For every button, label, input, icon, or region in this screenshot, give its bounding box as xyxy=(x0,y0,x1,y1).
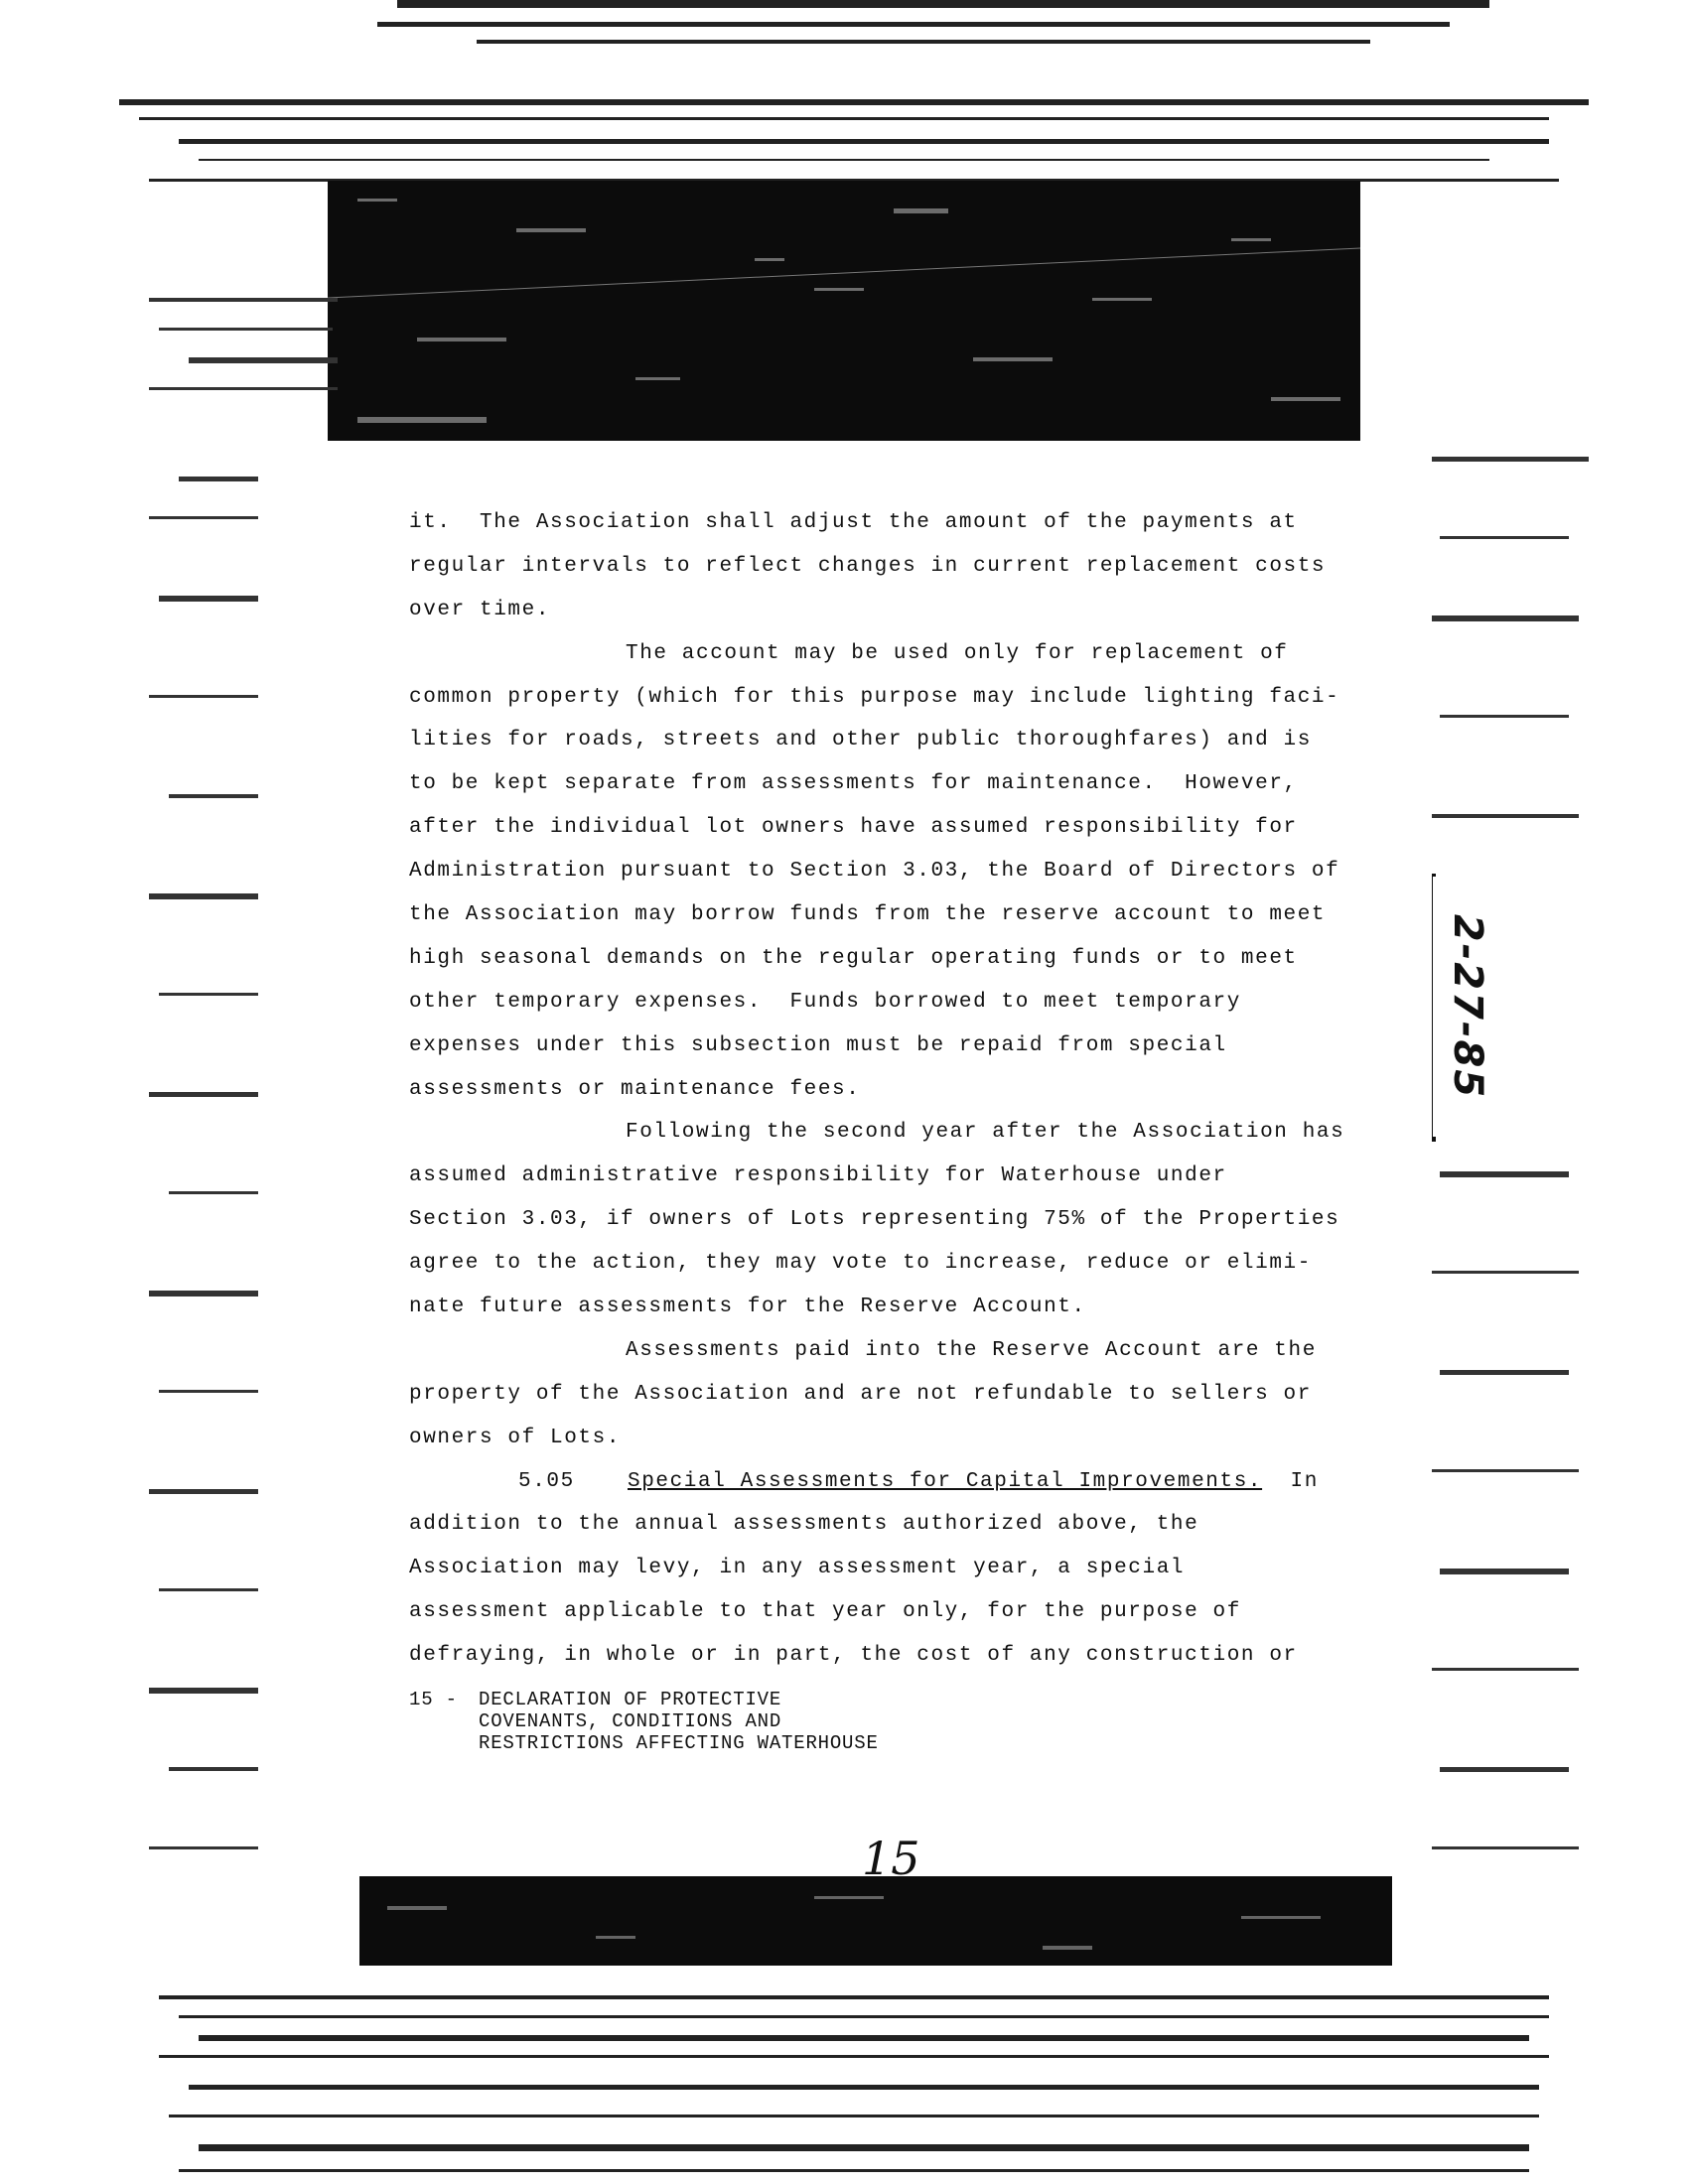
section-line: Association may levy, in any assessment year, a special xyxy=(409,1557,1186,1580)
footer-separator: - xyxy=(445,1689,458,1710)
footer-title-line: COVENANTS, CONDITIONS AND xyxy=(479,1710,782,1732)
footer-title-line: RESTRICTIONS AFFECTING WATERHOUSE xyxy=(479,1732,879,1754)
body-line: property of the Association and are not refundable to sellers or xyxy=(409,1382,1312,1406)
body-line: agree to the action, they may vote to increase, reduce or elimi- xyxy=(409,1252,1312,1276)
body-line: expenses under this subsection must be repaid from special xyxy=(409,1033,1227,1057)
section-heading-line xyxy=(409,1460,1402,1504)
section-line: assessment applicable to that year only, for the purpose of xyxy=(409,1600,1241,1624)
body-text xyxy=(409,501,1402,1678)
body-line: Following the second year after the Association has xyxy=(626,1121,1345,1145)
footer-page-number: 15 xyxy=(409,1689,434,1710)
body-line: The account may be used only for replacement of xyxy=(626,641,1289,665)
body-line: the Association may borrow funds from the reserve account to meet xyxy=(409,903,1327,927)
section-heading: Special Assessments for Capital Improvements. xyxy=(628,1469,1263,1493)
body-line: Administration pursuant to Section 3.03, the Board of Directors of xyxy=(409,860,1340,884)
body-line: to be kept separate from assessments for maintenance. However, xyxy=(409,772,1298,796)
body-line: nate future assessments for the Reserve Account. xyxy=(409,1296,1086,1319)
body-line: assumed administrative responsibility for Waterhouse under xyxy=(409,1164,1227,1188)
footer-page-number-wrap xyxy=(409,1689,479,1710)
body-line: high seasonal demands on the regular operating funds or to meet xyxy=(409,946,1298,970)
body-line: regular intervals to reflect changes in current replacement costs xyxy=(409,554,1327,578)
body-line: Section 3.03, if owners of Lots representing 75% of the Properties xyxy=(409,1208,1340,1232)
document-page xyxy=(260,442,1432,1885)
handwritten-date-stamp xyxy=(1433,877,1502,1137)
body-line: owners of Lots. xyxy=(409,1426,622,1449)
footer-title-line: DECLARATION OF PROTECTIVE xyxy=(479,1689,782,1710)
body-line: after the individual lot owners have assumed responsibility for xyxy=(409,816,1298,840)
handwritten-page-number: 15 xyxy=(862,1832,920,1885)
section-line: defraying, in whole or in part, the cost of any construction or xyxy=(409,1644,1298,1668)
body-line: other temporary expenses. Funds borrowed to meet temporary xyxy=(409,990,1241,1014)
section-heading-continuation: In xyxy=(1262,1469,1319,1493)
body-line: common property (which for this purpose may include lighting faci- xyxy=(409,685,1340,709)
body-line: assessments or maintenance fees. xyxy=(409,1077,861,1101)
handwritten-date: 2-27-85 xyxy=(1445,913,1490,1100)
body-line: over time. xyxy=(409,598,551,621)
body-line: lities for roads, streets and other public thoroughfares) and is xyxy=(409,729,1312,752)
page-footer xyxy=(409,1689,879,1754)
section-line: addition to the annual assessments authorized above, the xyxy=(409,1513,1199,1537)
body-line: Assessments paid into the Reserve Account are the xyxy=(626,1338,1317,1362)
body-line: it. The Association shall adjust the amount of the payments at xyxy=(409,511,1298,534)
section-number: 5.05 xyxy=(518,1469,575,1493)
